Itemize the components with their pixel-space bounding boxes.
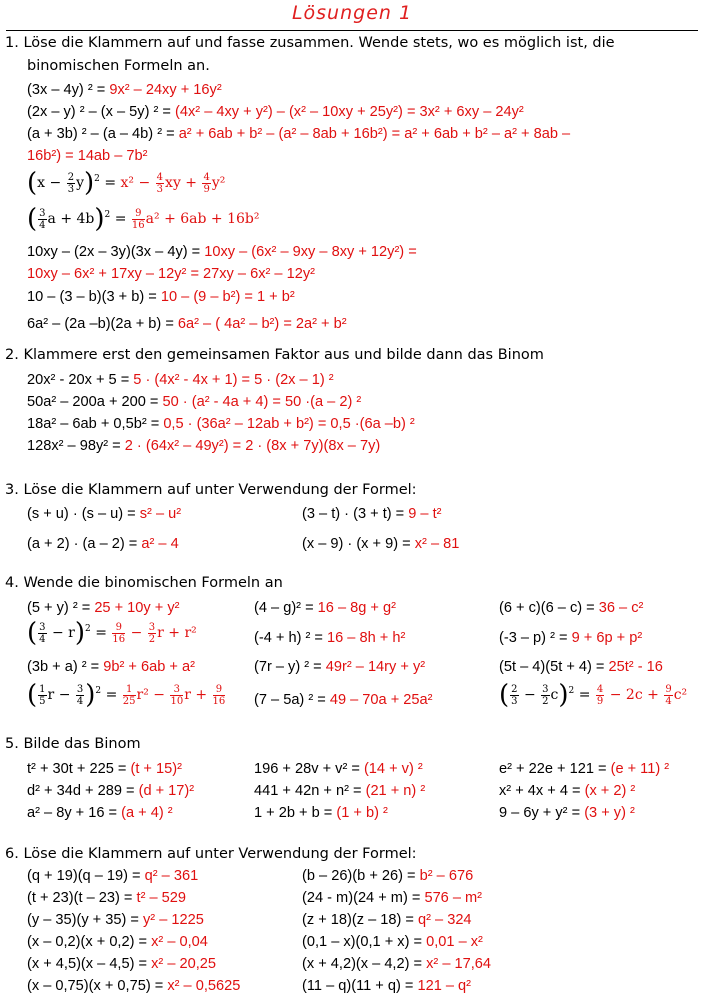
task-4-r2-c1: ( $\frac{3}{4}$ − r)$^2$ = $\frac{9}{16}$ − $\frac{3}{2}$ r + r²	[27, 618, 197, 648]
task-5-r2-c1: d² + 34d + 289 = (d + 17)²	[27, 783, 195, 799]
task-5-r3-c2: 1 + 2b + b = (1 + b) ²	[254, 805, 388, 821]
task-6-item: (0,1 – x)(0,1 + x) = 0,01 – x²	[302, 934, 483, 950]
task-6-heading: 6. Löse die Klammern auf unter Verwendung der Formel:	[5, 846, 417, 862]
task-5-heading: 5. Bilde das Binom	[5, 736, 141, 752]
task-6-item: (11 – q)(11 + q) = 121 – q²	[302, 978, 472, 994]
task-5-r1-c2: 196 + 28v + v² = (14 + v) ²	[254, 761, 423, 777]
task-4-r1-c1: (5 + y) ² = 25 + 10y + y²	[27, 600, 180, 616]
task-2-line-1: 20x² - 20x + 5 = 5 · (4x² - 4x + 1) = 5 · (2x – 1) ²	[27, 372, 334, 388]
task-4-r4-c2: (7 – 5a) ² = 49 – 70a + 25a²	[254, 692, 433, 708]
task-6-item: (x + 4,5)(x – 4,5) = x² – 20,25	[27, 956, 217, 972]
task-1-line-1: (3x – 4y) ² = 9x² – 24xy + 16y²	[27, 82, 222, 98]
task-2-line-4: 128x² – 98y² = 2 · (64x² – 49y²) = 2 · (8x + 7y)(8x – 7y)	[27, 438, 381, 454]
task-4-r2-c2: (-4 + h) ² = 16 – 8h + h²	[254, 630, 406, 646]
task-3-item-b: (3 – t) · (3 + t) = 9 – t²	[302, 506, 442, 522]
task-5-r1-c1: t² + 30t + 225 = (t + 15)²	[27, 761, 182, 777]
task-5-r2-c3: x² + 4x + 4 = (x + 2) ²	[499, 783, 636, 799]
task-5-r3-c1: a² – 8y + 16 = (a + 4) ²	[27, 805, 173, 821]
task-4-r4-c1: ( $\frac{1}{5}$ r − $\frac{3}{4}$ )$^2$ = $\frac{1}{25}$ r² − $\frac{3}{10}$ r + $\frac{9}{16}$	[27, 680, 226, 710]
task-5-r3-c3: 9 – 6y + y² = (3 + y) ²	[499, 805, 635, 821]
task-1-line-6: ( $\frac{3}{4}$ a + 4b)$^2$ = $\frac{9}{16}$ a² + 6ab + 16b²	[27, 204, 260, 234]
task-1-heading-line2: binomischen Formeln an.	[27, 58, 210, 74]
task-4-r1-c2: (4 – g)² = 16 – 8g + g²	[254, 600, 396, 616]
task-1-line-5: (x − $\frac{2}{3}$ y)$^2$ = x² − $\frac{4}{3}$ xy + $\frac{4}{9}$ y²	[27, 168, 226, 198]
task-4-r2-c3: (-3 – p) ² = 9 + 6p + p²	[499, 630, 643, 646]
task-6-item: (z + 18)(z – 18) = q² – 324	[302, 912, 472, 928]
task-6-item: (24 - m)(24 + m) = 576 – m²	[302, 890, 483, 906]
title-underline	[6, 30, 698, 31]
task-1-line-7: 10xy – (2x – 3y)(3x – 4y) = 10xy – (6x² – 9xy – 8xy + 12y²) =	[27, 244, 417, 260]
task-6-item: (q + 19)(q – 19) = q² – 361	[27, 868, 199, 884]
page-title: Lösungen 1	[291, 2, 413, 24]
task-1-line-9: 10 – (3 – b)(3 + b) = 10 – (9 – b²) = 1 + b²	[27, 289, 295, 305]
task-1-line-4: 16b²) = 14ab – 7b²	[27, 148, 148, 164]
task-4-r3-c1: (3b + a) ² = 9b² + 6ab + a²	[27, 659, 195, 675]
task-1-line-3: (a + 3b) ² – (a – 4b) ² = a² + 6ab + b² – (a² – 8ab + 16b²) = a² + 6ab + b² – a² + 8ab –	[27, 126, 571, 142]
task-2-heading: 2. Klammere erst den gemeinsamen Faktor aus und bilde dann das Binom	[5, 347, 544, 363]
task-4-r1-c3: (6 + c)(6 – c) = 36 – c²	[499, 600, 644, 616]
task-3-item-a: (s + u) · (s – u) = s² – u²	[27, 506, 182, 522]
task-5-r1-c3: e² + 22e + 121 = (e + 11) ²	[499, 761, 670, 777]
task-4-r3-c2: (7r – y) ² = 49r² – 14ry + y²	[254, 659, 426, 675]
task-6-item: (b – 26)(b + 26) = b² – 676	[302, 868, 474, 884]
task-6-item: (x – 0,75)(x + 0,75) = x² – 0,5625	[27, 978, 241, 994]
task-1-line-10: 6a² – (2a –b)(2a + b) = 6a² – ( 4a² – b²) = 2a² + b²	[27, 316, 347, 332]
task-6-item: (y – 35)(y + 35) = y² – 1225	[27, 912, 204, 928]
task-3-item-d: (x – 9) · (x + 9) = x² – 81	[302, 536, 460, 552]
task-6-item: (x – 0,2)(x + 0,2) = x² – 0,04	[27, 934, 208, 950]
task-1-line-2: (2x – y) ² – (x – 5y) ² = (4x² – 4xy + y²) – (x² – 10xy + 25y²) = 3x² + 6xy – 24y²	[27, 104, 524, 120]
task-4-r4-c3: ( $\frac{2}{3}$ − $\frac{3}{2}$ c)$^2$ = $\frac{4}{9}$ − 2c + $\frac{9}{4}$ c²	[499, 680, 688, 710]
task-5-r2-c2: 441 + 42n + n² = (21 + n) ²	[254, 783, 426, 799]
task-2-line-2: 50a² – 200a + 200 = 50 · (a² - 4a + 4) = 50 ·(a – 2) ²	[27, 394, 362, 410]
task-2-line-3: 18a² – 6ab + 0,5b² = 0,5 · (36a² – 12ab + b²) = 0,5 ·(6a –b) ²	[27, 416, 415, 432]
task-6-item: (t + 23)(t – 23) = t² – 529	[27, 890, 187, 906]
task-3-item-c: (a + 2) · (a – 2) = a² – 4	[27, 536, 179, 552]
task-4-r3-c3: (5t – 4)(5t + 4) = 25t² - 16	[499, 659, 663, 675]
task-3-heading: 3. Löse die Klammern auf unter Verwendung der Formel:	[5, 482, 417, 498]
task-1-heading: 1. Löse die Klammern auf und fasse zusammen. Wende stets, wo es möglich ist, die	[5, 35, 615, 51]
task-4-heading: 4. Wende die binomischen Formeln an	[5, 575, 283, 591]
task-6-item: (x + 4,2)(x – 4,2) = x² – 17,64	[302, 956, 492, 972]
task-1-line-8: 10xy – 6x² + 17xy – 12y² = 27xy – 6x² – 12y²	[27, 266, 315, 282]
